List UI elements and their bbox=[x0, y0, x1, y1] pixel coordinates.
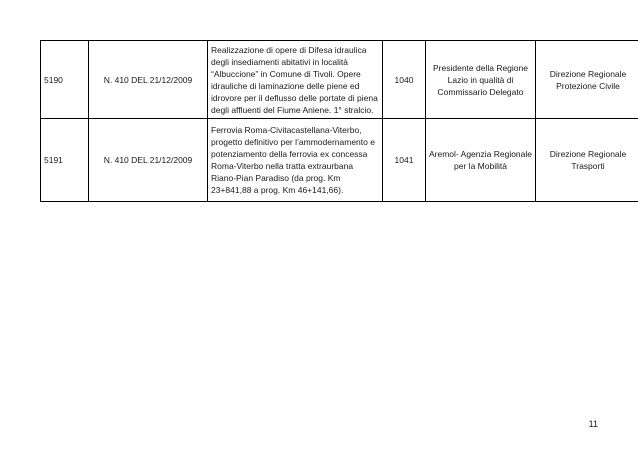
record-number-cell: 5190 bbox=[41, 41, 89, 119]
table-row bbox=[41, 41, 638, 119]
record-number-cell: 5191 bbox=[41, 119, 89, 202]
responsible-entity-cell: Presidente della Regione Lazio in qualità di Commissario Delegato bbox=[426, 41, 536, 119]
directorate-cell: Direzione Regionale Protezione Civile bbox=[536, 41, 638, 119]
law-reference-cell: N. 410 DEL 21/12/2009 bbox=[89, 119, 208, 202]
table-row bbox=[41, 119, 638, 202]
responsible-entity-cell: Aremol- Agenzia Regionale per la Mobilità bbox=[426, 119, 536, 202]
code-cell: 1041 bbox=[383, 119, 426, 202]
description-cell: Realizzazione di opere di Difesa idraulica degli insediamenti abitativi in località “Albuccione” in Comune di Tivoli. Opere idrauliche di laminazione delle piene ed idrovore per il deflusso delle portate di piena degli affluenti del Fiume Aniene. 1° stralcio. bbox=[208, 41, 383, 119]
description-cell: Ferrovia Roma-Civitacastellana-Viterbo, progetto definitivo per l’ammodernamento e potenziamento della ferrovia ex concessa Roma-Viterbo nella tratta extraurbana Riano-Pian Paradiso (da prog. Km 23+841,88 a prog. Km 46+141,66). bbox=[208, 119, 383, 202]
code-cell: 1040 bbox=[383, 41, 426, 119]
page-number: 11 bbox=[588, 419, 598, 429]
records-table bbox=[40, 40, 638, 202]
directorate-cell: Direzione Regionale Trasporti bbox=[536, 119, 638, 202]
law-reference-cell: N. 410 DEL 21/12/2009 bbox=[89, 41, 208, 119]
